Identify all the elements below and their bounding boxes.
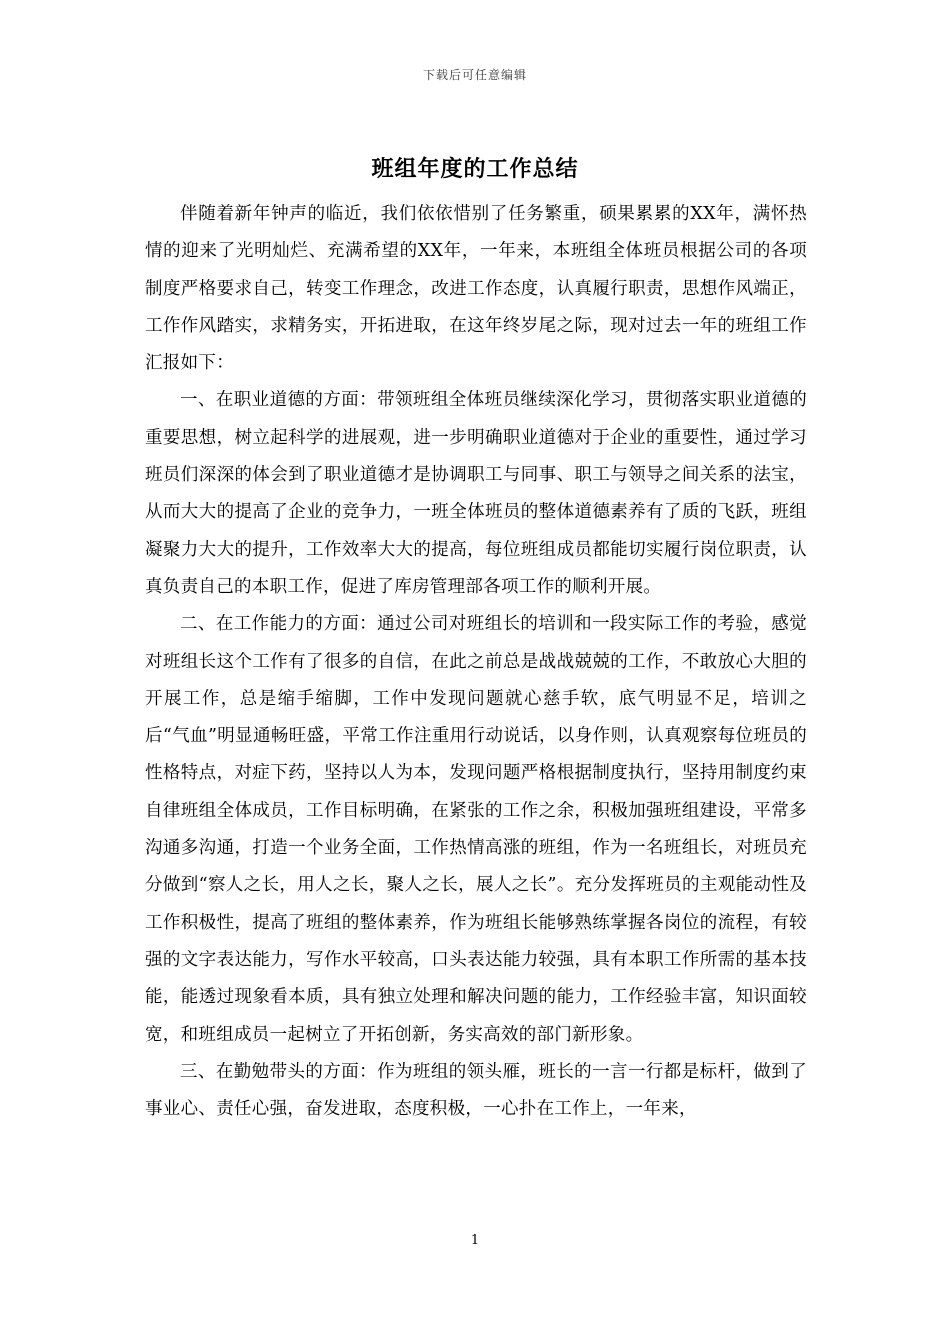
- document-body: [145, 196, 807, 1128]
- header-note: 下载后可任意编辑: [422, 68, 527, 82]
- page-title: 班组年度的工作总结: [371, 156, 579, 182]
- paragraph-work-ability: 二、在工作能力的方面：通过公司对班组长的培训和一段实际工作的考验，感觉对班组长这个工作有了很多的自信，在此之前总是战战兢兢的工作，不敢放心大胆的开展工作，总是缩手缩脚，工作中发现问题就心慈手软，底气明显不足，培训之后“气血”明显通畅旺盛，平常工作注重用行动说话，以身作则，认真观察每位班员的性格特点，对症下药，坚持以人为本，发现问题严格根据制度执行，坚持用制度约束自律班组全体成员，工作目标明确，在紧张的工作之余，积极加强班组建设，平常多沟通多沟通，打造一个业务全面，工作热情高涨的班组，作为一名班组长，对班员充分做到“察人之长，用人之长，聚人之长，展人之长”。充分发挥班员的主观能动性及工作积极性，提高了班组的整体素养，作为班组长能够熟练掌握各岗位的流程，有较强的文字表达能力，写作水平较高，口头表达能力较强，具有本职工作所需的基本技能，能透过现象看本质，具有独立处理和解决问题的能力，工作经验丰富，知识面较宽，和班组成员一起树立了开拓创新，务实高效的部门新形象。: [145, 614, 807, 1045]
- paragraph-intro: 伴随着新年钟声的临近，我们依依惜别了任务繁重，硕果累累的XX年，满怀热情的迎来了光明灿烂、充满希望的XX年，一年来，本班组全体班员根据公司的各项制度严格要求自己，转变工作理念，改进工作态度，认真履行职责，思想作风端正，工作作风踏实，求精务实，开拓进取，在这年终岁尾之际，现对过去一年的班组工作汇报如下：: [145, 204, 807, 374]
- page-number: 1: [470, 1233, 480, 1248]
- paragraph-professional-ethics: 一、在职业道德的方面：带领班组全体班员继续深化学习，贯彻落实职业道德的重要思想，树立起科学的进展观，进一步明确职业道德对于企业的重要性，通过学习班员们深深的体会到了职业道德才是协调职工与同事、职工与领导之间关系的法宝，从而大大的提高了企业的竞争力，一班全体班员的整体道德素养有了质的飞跃，班组凝聚力大大的提升，工作效率大大的提高，每位班组成员都能切实履行岗位职责，认真负责自己的本职工作，促进了库房管理部各项工作的顺利开展。: [145, 390, 807, 597]
- paragraph-diligence: 三、在勤勉带头的方面：作为班组的领头雁，班长的一言一行都是标杆，做到了事业心、责任心强，奋发进取，态度积极，一心扑在工作上，一年来，: [145, 1061, 807, 1120]
